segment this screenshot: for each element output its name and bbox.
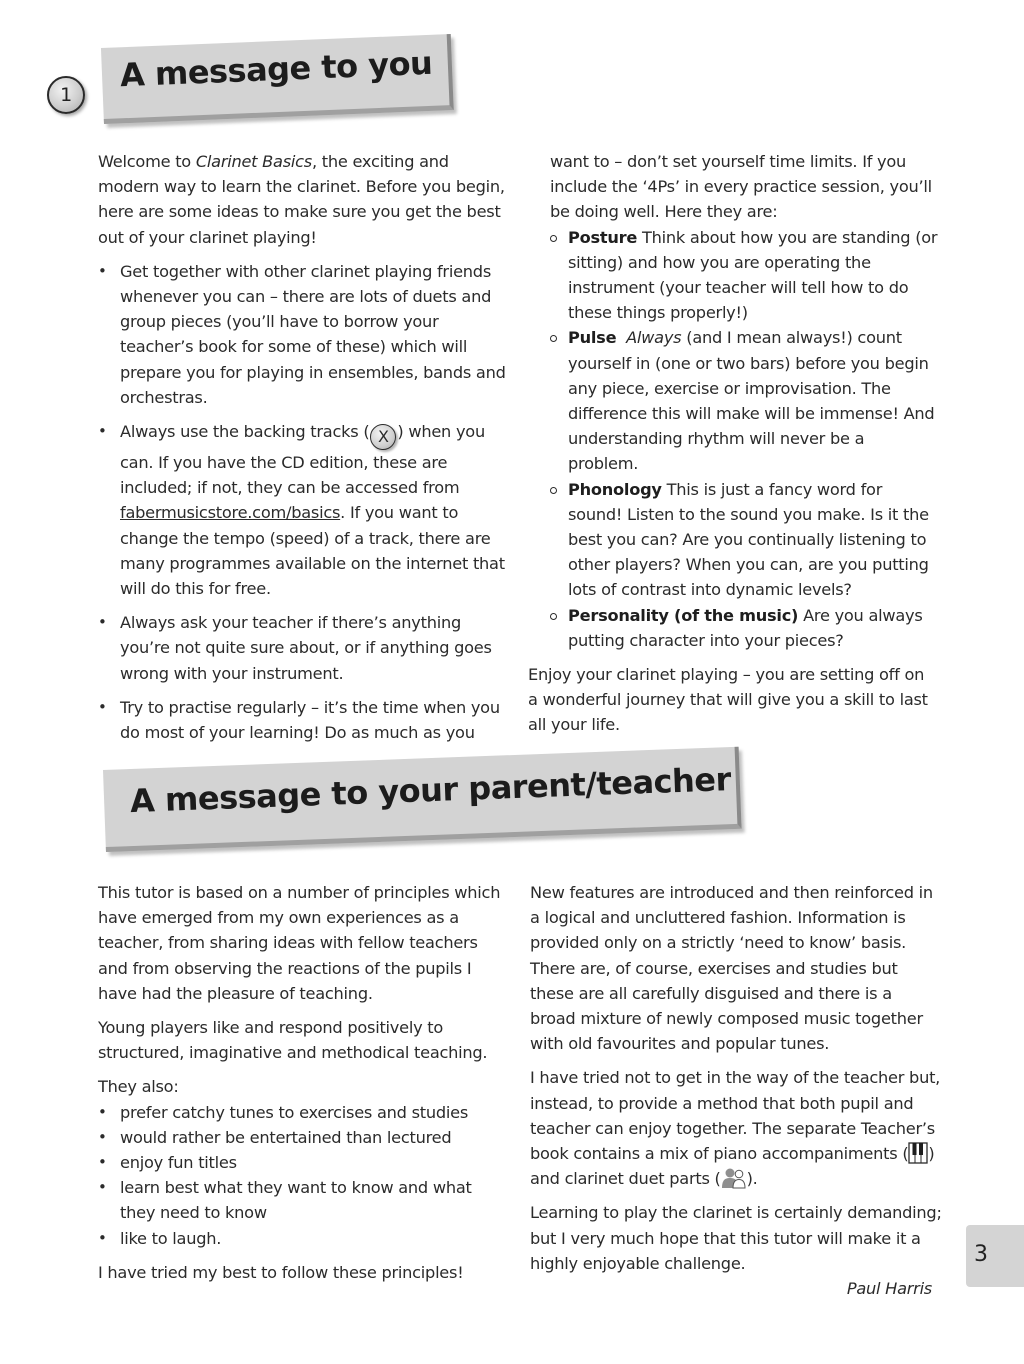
page-number: 3 bbox=[966, 1225, 1024, 1287]
paragraph: New features are introduced and then reinforced in a logical and uncluttered fashion. Information is provided only on a strictly ‘need to know’ basis. There are, of course, exercises and studies but these are all carefully disguised and there is a broad mixture of newly composed music together with old favourites and popular tunes. bbox=[530, 883, 933, 1054]
closing-paragraph: I have tried my best to follow these principles! bbox=[98, 1262, 464, 1282]
section-title: A message to your parent/teacher bbox=[129, 760, 732, 821]
backing-track-icon: X bbox=[370, 424, 396, 450]
continuation-paragraph: want to – don’t set yourself time limits. If you include the ‘4Ps’ in every practice session, you’ll be doing well. Here they are: bbox=[550, 152, 932, 222]
section-title: A message to you bbox=[119, 43, 434, 95]
section-number-badge: 1 bbox=[47, 76, 85, 114]
paragraph: I have tried not to get in the way of the teacher but, instead, to provide a method that both pupil and teacher can enjoy together. The separate Teacher’s book contains a mix of piano accompaniments ( ) and clarinet duet parts ( ). bbox=[530, 1068, 941, 1189]
four-ps-item-personality: Personality (of the music) Are you always putting character into your pieces? bbox=[528, 603, 938, 653]
paragraph: Young players like and respond positively to structured, imaginative and methodical teaching. bbox=[98, 1018, 488, 1063]
list-intro: They also: bbox=[98, 1077, 179, 1097]
section2-column-right bbox=[530, 880, 942, 1301]
list-item: • like to laugh. bbox=[98, 1226, 510, 1251]
list-item: • Get together with other clarinet playing friends whenever you can – there are lots of duets and group pieces (you’ll have to borrow your teacher’s book for some of these) which will prepare you for playing in ensembles, bands and orchestras. bbox=[98, 259, 510, 410]
piano-keys-icon bbox=[908, 1142, 928, 1164]
list-item: • Try to practise regularly – it’s the time when you do most of your learning! Do as much as you bbox=[98, 695, 510, 745]
section-heading-banner bbox=[101, 34, 454, 124]
list-item: • learn best what they want to know and what they need to know bbox=[98, 1175, 510, 1225]
list-item: • Always ask your teacher if there’s anything you’re not quite sure about, or if anything goes wrong with your instrument. bbox=[98, 610, 510, 686]
list-item: • prefer catchy tunes to exercises and studies bbox=[98, 1100, 510, 1125]
section2-column-left bbox=[98, 880, 510, 1285]
four-ps-item-pulse: Pulse Always (and I mean always!) count yourself in (one or two bars) before you begin any piece, exercise or improvisation. The difference this will make will be immense! And understanding rhythm will never be a problem. bbox=[528, 325, 938, 476]
closing-paragraph: Enjoy your clarinet playing – you are setting off on a wonderful journey that will give you a skill to last all your life. bbox=[528, 665, 928, 735]
paragraph: This tutor is based on a number of principles which have emerged from my own experiences as a teacher, from sharing ideas with fellow teachers and from observing the reactions of the pupils I have had the pleasure of teaching. bbox=[98, 883, 501, 1003]
four-ps-item-posture: Posture Think about how you are standing (or sitting) and how you are operating the instrument (your teacher will tell how to do these things properly!) bbox=[528, 225, 938, 326]
duet-players-icon bbox=[721, 1167, 747, 1189]
author-signature: Paul Harris bbox=[846, 1279, 932, 1299]
section-heading-banner bbox=[103, 747, 742, 852]
list-item: • Always use the backing tracks ( X ) when you can. If you have the CD edition, these are included; if not, they can be accessed from fabermusicstore.com/basics. If you want to change the tempo (speed) of a track, there are many programmes available on the internet that will do this for free. bbox=[98, 419, 510, 601]
faber-store-link[interactable]: fabermusicstore.com/basics bbox=[120, 503, 341, 523]
paragraph: Learning to play the clarinet is certainly demanding; but I very much hope that this tutor will make it a highly enjoyable challenge. bbox=[530, 1203, 942, 1273]
section1-column-right bbox=[528, 149, 938, 738]
book-title: Clarinet Basics bbox=[195, 152, 312, 171]
section1-column-left bbox=[98, 149, 510, 745]
intro-paragraph: Welcome to Clarinet Basics, the exciting and modern way to learn the clarinet. Before you begin, here are some ideas to make sure you get the best out of your clarinet playing! bbox=[98, 152, 505, 247]
list-item: • enjoy fun titles bbox=[98, 1150, 510, 1175]
list-item: • would rather be entertained than lectured bbox=[98, 1125, 510, 1150]
four-ps-item-phonology: Phonology This is just a fancy word for sound! Listen to the sound you make. Is it the best you can? Are you continually listening to other players? When you can, are you putting lots of contrast into dynamic levels? bbox=[528, 477, 938, 603]
